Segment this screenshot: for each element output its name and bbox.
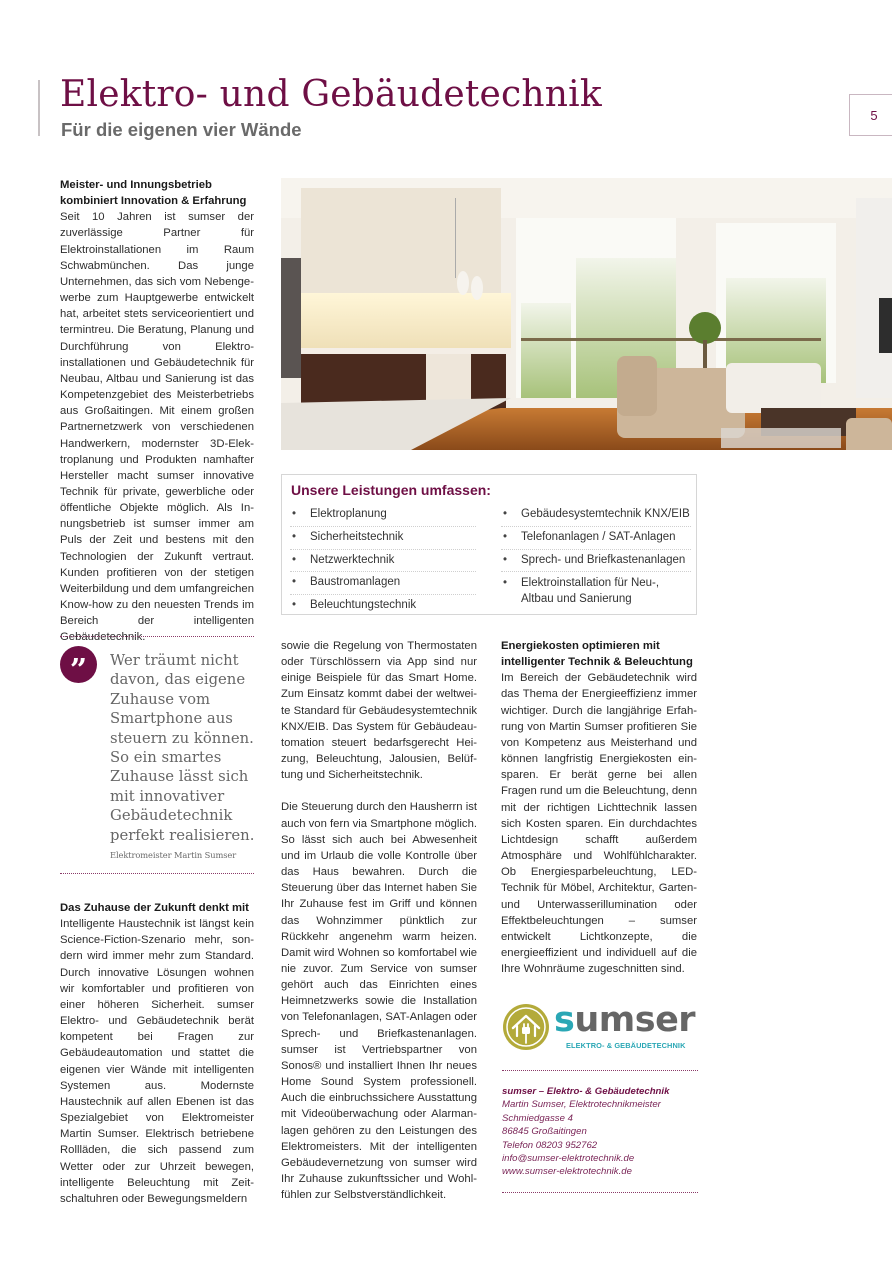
service-item: • Sicherheitstechnik xyxy=(290,527,476,550)
contact-block xyxy=(502,1085,669,1179)
divider xyxy=(60,873,254,874)
intro-body: Seit 10 Jahren ist sumser der zuverlässige Partner für Elektroinstallationen im Raum Schwabmünchen. Das junge Unternehmen, das sich vom Nebengewerbe zum Hauptgewerbe entwickelt hat, arbeitet stets serviceorientiert und termintreu. Die Beratung, Planung und Durchführung von Elektroinstallationen und Gebäudetechnik für Neubau, Altbau und Sanierung ist das Kompetenzgebiet des Meisterbetriebs aus Großaitingen. Mit einem großen Partnernetzwerk von verschiedenen Handwerkern, modernster 3D-Elektroplanung und Produkten namhafter Hersteller macht sumser innovative Technik für private, gewerbliche oder öffentliche Objekte möglich. Als Innungsbetrieb ist sumser immer am Puls der Zeit und bestens mit den Technologien der Zukunft vertraut. Kunden profitieren von der stetigen Weiterbildung und dem umfangreichen Know-how zu den neuesten Trends im Bereich der intelligenten Gebäudetechnik. xyxy=(60,211,254,644)
energy-section xyxy=(501,638,697,977)
sumser-logo xyxy=(502,1000,702,1059)
contact-email-link[interactable]: info@sumser-elektrotechnik.de xyxy=(502,1153,635,1165)
divider xyxy=(60,636,254,637)
future-heading: Das Zuhause der Zukunft denkt mit xyxy=(60,902,249,914)
service-item: • Baustromanlagen xyxy=(290,572,476,595)
intro-section xyxy=(60,177,254,646)
services-list-right xyxy=(501,504,691,607)
bullet-icon: • xyxy=(292,553,297,566)
energy-heading: Energiekosten optimieren mit intelligenter Technik & Beleuchtung xyxy=(501,640,693,669)
contact-phone[interactable]: Telefon 08203 952762 xyxy=(502,1139,598,1151)
quote-icon: ” xyxy=(60,646,97,683)
bullet-icon: • xyxy=(292,576,297,589)
service-item: • Beleuchtungstechnik xyxy=(290,595,476,617)
page-title: Elektro- und Gebäudetechnik xyxy=(60,74,602,115)
hero-illustration xyxy=(281,178,892,450)
intro-heading: Meister- und Innungsbetrieb kombiniert Innovation & Erfahrung xyxy=(60,179,247,208)
page-number-value: 5 xyxy=(870,107,878,123)
bullet-icon: • xyxy=(503,508,508,520)
future-body: Intelligente Haustechnik ist längst kein Science-Fiction-Szenario mehr, sondern wird immer mehr zum Standard. Durch innovative Lösungen wohnen wir komfortabler und profitieren von einer höheren Sicherheit. sumser Elektro- und Gebäudetechnik berät kompetent bei Fragen zur Gebäudeautomation und stattet die eigenen vier Wände mit intelligenten Systemen aus. Modernste Haustechnik auf allen Ebenen ist das Spezialgebiet von Elektromeister Martin Sumser. Elektrisch betriebene Rollläden, die sich passend zum Wetter oder zur Uhrzeit bewegen, intelligente Beleuchtung mit Zeitschaltuhren oder Bewegungsmeldern xyxy=(60,918,254,1205)
house-plug-icon xyxy=(502,1003,550,1051)
services-list-left xyxy=(290,504,476,617)
quote-author: Elektromeister Martin Sumser xyxy=(110,850,237,860)
contact-person: Martin Sumser, Elektrotechnikmeister xyxy=(502,1099,661,1111)
pull-quote: Wer träumt nicht davon, das eigene Zuhause vom Smartphone aus steuern zu können. So ein smartes Zuhause lässt sich mit innovativer Gebäudetechnik perfekt realisieren. xyxy=(110,652,255,844)
page-subtitle: Für die eigenen vier Wände xyxy=(61,119,302,140)
bullet-icon: • xyxy=(292,599,297,612)
service-item: • Sprech- und Briefkastenanlagen xyxy=(501,550,691,573)
smart-home-section xyxy=(281,638,477,1203)
logo-tagline: ELEKTRO- & GEBÄUDETECHNIK xyxy=(566,1041,686,1050)
bullet-icon: • xyxy=(503,530,508,543)
smart-home-para-2: Die Steuerung durch den Hausherrn ist auch von fern via Smartphone möglich. So lässt sich auch bei Abwesenheit und im Urlaub die volle Kontrolle über das Haus bewahren. Durch die Steuerung über das Internet haben Sie Ihr Zuhause fest im Griff und können das Wohnzimmer pünktlich zur Rückkehr angenehm warm heizen. Damit wird Wohnen so komfortabel wie nie zuvor. Zum Service von sumser gehört auch das Einrichten eines Heimnetzwerks sowie die Installation von Telefonanlagen, SAT-Anlagen oder Sprech- und Briefkastenanlagen. sumser ist Vertriebspartner von Sonos® und installiert Ihnen Ihr neues Home Sound System professionell. Auch die einbruchssichere Ausstattung mit Videoüberwachung oder Alarmanlagen gehören zu den Leistungen des Elektromeisters. Mit der intelligenten Gebäudevernetzung von sumser wird Ihr Zuhause zukunftssicher und Wohlfühlen zur Selbstverständlichkeit. xyxy=(281,801,477,1202)
service-item: • Elektroplanung xyxy=(290,504,476,527)
title-accent-bar xyxy=(38,80,40,136)
bullet-icon: • xyxy=(292,508,297,520)
future-section xyxy=(60,900,254,1207)
divider xyxy=(502,1192,698,1193)
page-number xyxy=(849,94,892,136)
contact-street: Schmiedgasse 4 xyxy=(502,1112,573,1124)
contact-city: 86845 Großaitingen xyxy=(502,1126,587,1138)
service-item: • Netzwerktechnik xyxy=(290,550,476,573)
service-item: • Telefonanlagen / SAT-Anlagen xyxy=(501,527,691,550)
service-item: • Gebäudesystemtechnik KNX/EIB xyxy=(501,504,691,527)
logo-wordmark: sumser xyxy=(554,1000,696,1040)
services-heading: Unsere Leistungen umfassen: xyxy=(291,482,491,498)
contact-website-link[interactable]: www.sumser-elektrotechnik.de xyxy=(502,1166,632,1178)
smart-home-para-1: sowie die Regelung von Thermostaten oder Türschlössern via App sind nur einige Beispiele für das Smart Home. Zum Einsatz kommt dabei der weltweite Standard für Gebäudesystemtechnik KNX/EIB. Das System für Gebäudeautomation steuert bedarfsgerecht Heizung, Beleuchtung, Jalousien, Belüftung und Sicherheitstechnik. xyxy=(281,640,477,782)
divider xyxy=(502,1070,698,1071)
hero-image xyxy=(281,178,892,450)
bullet-icon: • xyxy=(292,530,297,543)
energy-body: Im Bereich der Gebäudetechnik wird das Thema der Energieeffizienz immer wichtiger. Durch die langjährige Erfahrung von Martin Sumser profitieren Sie von Kompetenz aus Meisterhand und können langfristig Energiekosten einsparen. Er berät gerne bei allen Fragen rund um die Beleuchtung, denn mit der richtigen Lichttechnik lassen sich Kosten sparen. Ein durchdachtes Lichtdesign schafft außerdem Atmosphäre und Wohlfühlcharakter. Ob Energiesparbeleuchtung, LED-Technik für Möbel, Architektur, Garten- und Unterwasserillumination oder Effektbeleuchtungen – sumser entwickelt Lichtkonzepte, die energieeffizient und individuell auf die Ihre Wohnräume zugeschnitten sind. xyxy=(501,672,697,976)
bullet-icon: • xyxy=(503,553,508,566)
services-box xyxy=(281,474,697,615)
contact-company: sumser – Elektro- & Gebäudetechnik xyxy=(502,1086,670,1097)
service-item: • Elektroinstallation für Neu-, Altbau und Sanierung xyxy=(503,577,660,606)
bullet-icon: • xyxy=(503,577,508,590)
